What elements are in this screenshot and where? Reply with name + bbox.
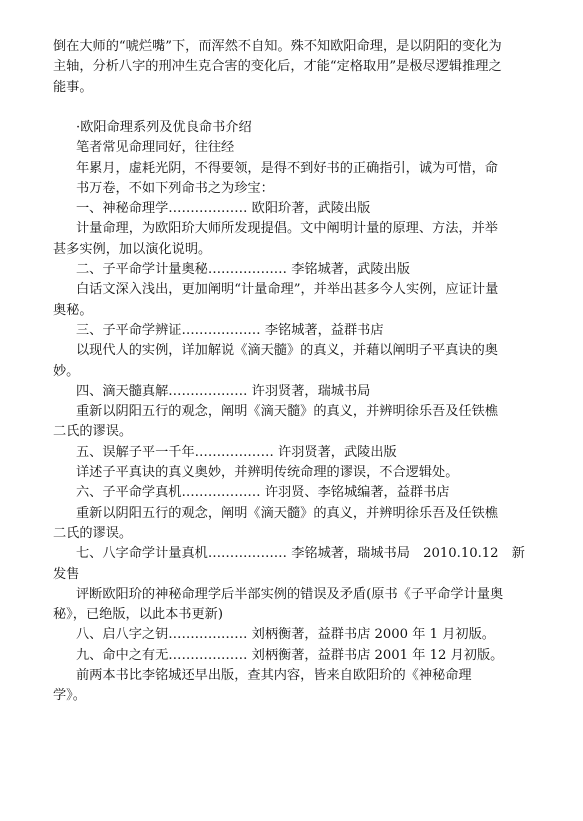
text-line: 年累月，虚耗光阴，不得要领，是得不到好书的正确指引，诚为可惜，命: [76, 160, 498, 176]
book-entry: 八、启八字之钥……………… 刘柄衡著，益群书店 2000 年 1 月初版。: [76, 627, 495, 643]
book-entry: 四、滴天髓真解……………… 许羽贤著，瑞城书局: [76, 383, 371, 399]
book-entry: 九、命中之有无……………… 刘柄衡著，益群书店 2001 年 12 月初版。: [76, 647, 504, 663]
text-line: 能事。: [53, 79, 93, 95]
book-entry: 二、子平命学计量奥秘……………… 李铭城著，武陵出版: [76, 262, 410, 277]
text-line: 以现代人的实例，详加解说《滴天髓》的真义，并藉以阐明子平真诀的奥: [76, 343, 498, 359]
text-line: 白话文深入浅出，更加阐明“计量命理”，并举出甚多今人实例，应证计量: [76, 282, 499, 298]
book-entry: 七、八字命学计量真机……………… 李铭城著，瑞城书局 2010.10.12 新: [76, 546, 525, 562]
text-line: 学》。: [53, 688, 86, 704]
text-line: 重新以阴阳五行的观念，阐明《滴天髓》的真义，并辨明徐乐吾及任铁樵: [76, 505, 498, 521]
text-line: 二氏的谬误。: [53, 424, 133, 440]
text-line: 倒在大师的“唬烂嘴”下，而浑然不自知。殊不知欧阳命理，是以阴阳的变化为: [53, 39, 502, 54]
text-line: 计量命理，为欧阳玠大师所发现提倡。文中阐明计量的原理、方法，并举: [76, 221, 498, 237]
book-entry: 一、神秘命理学……………… 欧阳玠著，武陵出版: [76, 201, 371, 217]
text-line: 妙。: [53, 363, 80, 379]
book-entry: 五、误解子平一千年……………… 许羽贤著，武陵出版: [76, 444, 397, 460]
text-line: 奥秘。: [53, 302, 93, 318]
text-line: 重新以阴阳五行的观念，阐明《滴天髓》的真义，并辨明徐乐吾及任铁樵: [76, 404, 498, 420]
text-line: 笔者常见命理同好，往往经: [76, 140, 235, 156]
text-line: 主轴，分析八字的刑冲生克合害的变化后，才能“定格取用”是极尽逻辑推理之: [53, 59, 502, 75]
book-entry: 三、子平命学辨证……………… 李铭城著，益群书店: [76, 322, 384, 338]
text-line: 前两本书比李铭城还早出版，查其内容，皆来自欧阳玠的《神秘命理: [76, 668, 472, 683]
text-line: 甚多实例，加以演化说明。: [53, 241, 212, 257]
text-line: 详述子平真诀的真义奥妙，并辨明传统命理的谬误，不合逻辑处。: [76, 465, 459, 480]
text-line: 书万卷，不如下列命书之为珍宝：: [76, 180, 274, 196]
text-line: 评断欧阳玠的神秘命理学后半部实例的错误及矛盾(原书《子平命学计量奥: [76, 586, 504, 602]
section-heading: ·欧阳命理系列及优良命书介绍: [76, 119, 252, 135]
text-line: 二氏的谬误。: [53, 525, 133, 541]
book-entry: 六、子平命学真机……………… 许羽贤、李铭城编著，益群书店: [76, 485, 450, 501]
text-line: 发售: [53, 566, 80, 582]
text-line: 秘》，已绝版，以此本书更新): [53, 607, 223, 623]
